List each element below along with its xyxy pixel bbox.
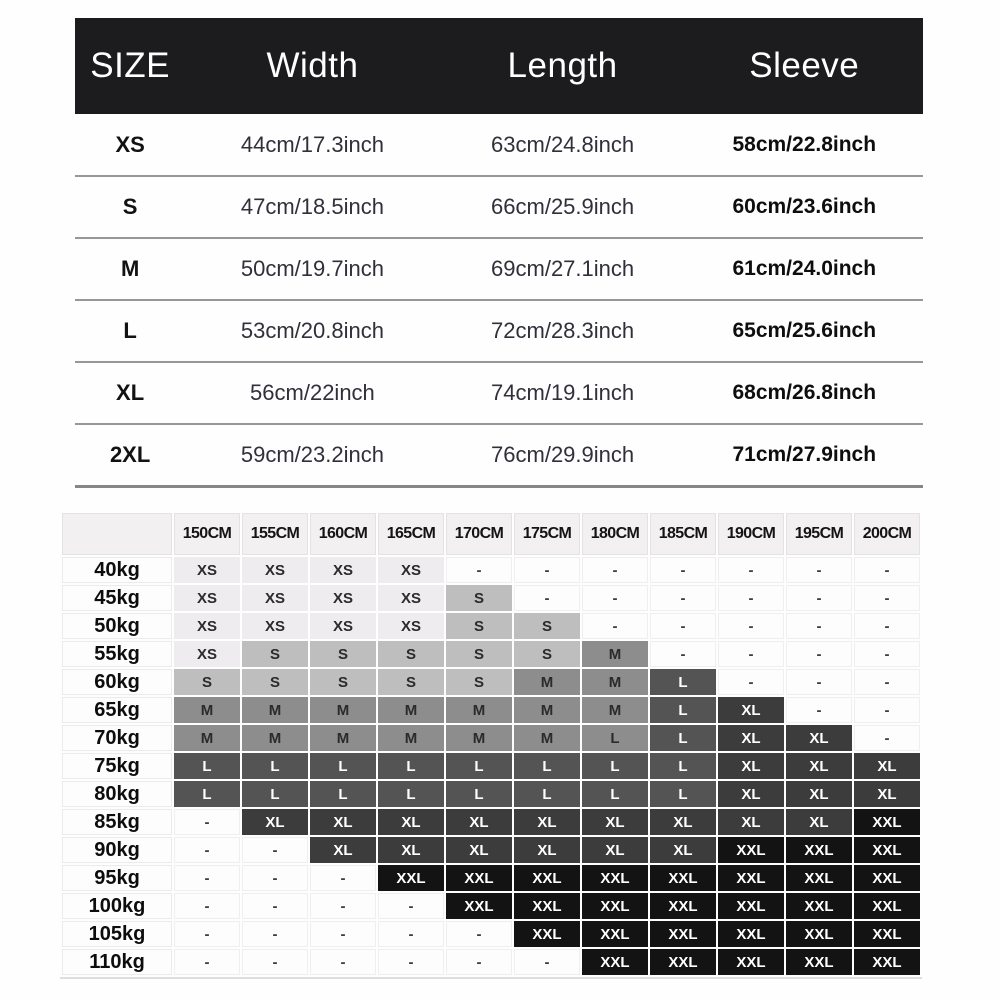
matrix-row	[62, 613, 920, 639]
matrix-cell-empty: -	[174, 865, 240, 891]
matrix-cell: XXL	[446, 865, 512, 891]
weight-label: 40kg	[62, 557, 172, 583]
matrix-cell: XS	[174, 641, 240, 667]
matrix-cell: XXL	[854, 921, 920, 947]
matrix-cell-empty: -	[582, 613, 648, 639]
matrix-cell: M	[446, 725, 512, 751]
matrix-cell: S	[310, 669, 376, 695]
weight-label: 55kg	[62, 641, 172, 667]
matrix-cell: XS	[378, 613, 444, 639]
size-table-width-value: 47cm/18.5inch	[185, 176, 439, 238]
matrix-cell: XS	[378, 557, 444, 583]
size-table-size-value: XL	[75, 362, 185, 424]
matrix-cell-empty: -	[718, 669, 784, 695]
matrix-cell: XL	[582, 837, 648, 863]
matrix-cell: XL	[718, 809, 784, 835]
matrix-cell: S	[514, 613, 580, 639]
weight-label: 60kg	[62, 669, 172, 695]
matrix-cell-empty: -	[650, 557, 716, 583]
matrix-cell: L	[650, 725, 716, 751]
size-table-size-value: XS	[75, 114, 185, 176]
matrix-cell: XL	[378, 837, 444, 863]
size-table-sleeve-value: 71cm/27.9inch	[686, 424, 923, 486]
matrix-row	[62, 809, 920, 835]
weight-label: 100kg	[62, 893, 172, 919]
matrix-cell: XXL	[514, 921, 580, 947]
matrix-cell-empty: -	[174, 921, 240, 947]
matrix-cell: L	[310, 781, 376, 807]
matrix-cell: XS	[242, 557, 308, 583]
matrix-cell: XXL	[786, 949, 852, 975]
matrix-row	[62, 837, 920, 863]
height-header: 165CM	[378, 513, 444, 555]
weight-label: 75kg	[62, 753, 172, 779]
size-table-header-size: SIZE	[75, 18, 185, 114]
matrix-cell: XXL	[854, 837, 920, 863]
matrix-cell: M	[378, 725, 444, 751]
matrix-cell: L	[514, 753, 580, 779]
matrix-cell: L	[446, 781, 512, 807]
matrix-cell: L	[174, 753, 240, 779]
matrix-cell: XXL	[718, 893, 784, 919]
height-header: 195CM	[786, 513, 852, 555]
matrix-cell-empty: -	[242, 893, 308, 919]
size-table-body	[75, 114, 923, 486]
size-table-length-value: 69cm/27.1inch	[440, 238, 686, 300]
matrix-row	[62, 725, 920, 751]
weight-label: 65kg	[62, 697, 172, 723]
matrix-cell: M	[582, 697, 648, 723]
matrix-cell-empty: -	[446, 557, 512, 583]
matrix-cell: XXL	[378, 865, 444, 891]
size-table-width-value: 53cm/20.8inch	[185, 300, 439, 362]
matrix-cell: XL	[446, 809, 512, 835]
matrix-cell: S	[310, 641, 376, 667]
matrix-cell-empty: -	[582, 557, 648, 583]
matrix-cell: XL	[786, 809, 852, 835]
matrix-cell: XXL	[718, 921, 784, 947]
weight-label: 70kg	[62, 725, 172, 751]
matrix-cell: XL	[514, 837, 580, 863]
matrix-cell: L	[650, 781, 716, 807]
height-header: 160CM	[310, 513, 376, 555]
matrix-cell: M	[582, 669, 648, 695]
weight-label: 95kg	[62, 865, 172, 891]
matrix-cell-empty: -	[514, 557, 580, 583]
matrix-cell: M	[514, 697, 580, 723]
matrix-cell-empty: -	[242, 921, 308, 947]
matrix-cell: M	[446, 697, 512, 723]
matrix-cell-empty: -	[718, 641, 784, 667]
matrix-cell-empty: -	[310, 893, 376, 919]
matrix-cell-empty: -	[854, 557, 920, 583]
matrix-cell-empty: -	[378, 949, 444, 975]
matrix-cell: M	[514, 725, 580, 751]
size-table-row	[75, 176, 923, 238]
matrix-cell: XL	[718, 753, 784, 779]
matrix-cell: XL	[650, 837, 716, 863]
matrix-cell-empty: -	[174, 837, 240, 863]
matrix-cell: XL	[582, 809, 648, 835]
matrix-cell-empty: -	[514, 949, 580, 975]
matrix-cell-empty: -	[242, 949, 308, 975]
matrix-cell: XXL	[718, 865, 784, 891]
matrix-corner-cell	[62, 513, 172, 555]
matrix-cell-empty: -	[854, 669, 920, 695]
matrix-cell: XXL	[854, 949, 920, 975]
matrix-cell: S	[446, 585, 512, 611]
matrix-cell: XXL	[786, 893, 852, 919]
matrix-cell-empty: -	[786, 557, 852, 583]
matrix-cell-empty: -	[854, 725, 920, 751]
matrix-cell: XXL	[854, 865, 920, 891]
matrix-cell: S	[378, 669, 444, 695]
matrix-cell: XL	[854, 753, 920, 779]
matrix-cell: XXL	[514, 893, 580, 919]
matrix-cell: XL	[786, 725, 852, 751]
matrix-cell: M	[310, 725, 376, 751]
matrix-cell: L	[446, 753, 512, 779]
matrix-cell-empty: -	[786, 585, 852, 611]
matrix-cell: XL	[786, 781, 852, 807]
size-table-sleeve-value: 58cm/22.8inch	[686, 114, 923, 176]
matrix-cell-empty: -	[786, 697, 852, 723]
matrix-cell: XS	[310, 613, 376, 639]
size-table-size-value: 2XL	[75, 424, 185, 486]
weight-label: 80kg	[62, 781, 172, 807]
matrix-cell-empty: -	[650, 613, 716, 639]
matrix-cell-empty: -	[242, 837, 308, 863]
matrix-cell: S	[514, 641, 580, 667]
matrix-cell: L	[174, 781, 240, 807]
matrix-cell-empty: -	[650, 585, 716, 611]
matrix-cell-empty: -	[854, 585, 920, 611]
size-table-sleeve-value: 60cm/23.6inch	[686, 176, 923, 238]
size-table-sleeve-value: 68cm/26.8inch	[686, 362, 923, 424]
height-header: 190CM	[718, 513, 784, 555]
matrix-cell: XXL	[650, 893, 716, 919]
matrix-cell-empty: -	[174, 809, 240, 835]
matrix-cell: XXL	[514, 865, 580, 891]
size-table-header-sleeve: Sleeve	[686, 18, 923, 114]
matrix-cell: XXL	[718, 837, 784, 863]
matrix-cell: XXL	[650, 921, 716, 947]
matrix-cell-empty: -	[854, 641, 920, 667]
matrix-cell: L	[378, 753, 444, 779]
matrix-cell-empty: -	[786, 613, 852, 639]
matrix-cell: L	[582, 725, 648, 751]
matrix-cell: XL	[378, 809, 444, 835]
matrix-cell-empty: -	[446, 949, 512, 975]
matrix-row	[62, 697, 920, 723]
matrix-cell: S	[446, 669, 512, 695]
matrix-cell: XL	[650, 809, 716, 835]
matrix-cell-empty: -	[310, 865, 376, 891]
size-table-header-row	[75, 18, 923, 114]
size-table-row	[75, 300, 923, 362]
matrix-cell: M	[582, 641, 648, 667]
matrix-cell: L	[650, 697, 716, 723]
matrix-cell: S	[242, 641, 308, 667]
matrix-cell: M	[242, 697, 308, 723]
size-table-size-value: L	[75, 300, 185, 362]
matrix-cell: L	[582, 753, 648, 779]
matrix-cell: XXL	[650, 949, 716, 975]
height-header: 170CM	[446, 513, 512, 555]
matrix-cell: S	[446, 641, 512, 667]
matrix-cell: S	[174, 669, 240, 695]
matrix-cell: XS	[242, 585, 308, 611]
matrix-cell: XL	[854, 781, 920, 807]
matrix-cell: XL	[718, 725, 784, 751]
matrix-cell-empty: -	[786, 669, 852, 695]
matrix-cell: XS	[378, 585, 444, 611]
matrix-row	[62, 921, 920, 947]
size-table-length-value: 72cm/28.3inch	[440, 300, 686, 362]
size-table-sleeve-value: 61cm/24.0inch	[686, 238, 923, 300]
matrix-cell: XXL	[446, 893, 512, 919]
matrix-cell-empty: -	[310, 949, 376, 975]
matrix-cell: XXL	[582, 921, 648, 947]
matrix-cell: M	[174, 697, 240, 723]
size-table-size-value: M	[75, 238, 185, 300]
matrix-cell: M	[242, 725, 308, 751]
height-header: 185CM	[650, 513, 716, 555]
size-table-size-value: S	[75, 176, 185, 238]
size-table-length-value: 76cm/29.9inch	[440, 424, 686, 486]
weight-label: 50kg	[62, 613, 172, 639]
matrix-cell: L	[378, 781, 444, 807]
matrix-cell-empty: -	[650, 641, 716, 667]
matrix-cell: XXL	[650, 865, 716, 891]
matrix-cell-empty: -	[582, 585, 648, 611]
matrix-cell: M	[310, 697, 376, 723]
matrix-cell: M	[174, 725, 240, 751]
weight-label: 85kg	[62, 809, 172, 835]
matrix-cell: XL	[514, 809, 580, 835]
size-table-width-value: 50cm/19.7inch	[185, 238, 439, 300]
matrix-cell-empty: -	[514, 585, 580, 611]
matrix-row	[62, 781, 920, 807]
size-table-width-value: 44cm/17.3inch	[185, 114, 439, 176]
matrix-cell-empty: -	[174, 893, 240, 919]
matrix-row	[62, 865, 920, 891]
matrix-cell: XL	[718, 697, 784, 723]
matrix-cell: XL	[310, 837, 376, 863]
matrix-cell: S	[446, 613, 512, 639]
size-table-header-width: Width	[185, 18, 439, 114]
matrix-cell: L	[242, 753, 308, 779]
weight-label: 90kg	[62, 837, 172, 863]
matrix-row	[62, 557, 920, 583]
size-table-row	[75, 238, 923, 300]
size-table-header-length: Length	[440, 18, 686, 114]
matrix-cell: L	[514, 781, 580, 807]
matrix-cell-empty: -	[174, 949, 240, 975]
matrix-row	[62, 949, 920, 975]
weight-label: 45kg	[62, 585, 172, 611]
matrix-cell-empty: -	[718, 613, 784, 639]
matrix-cell: L	[582, 781, 648, 807]
matrix-cell-empty: -	[854, 613, 920, 639]
height-header: 150CM	[174, 513, 240, 555]
matrix-row	[62, 893, 920, 919]
matrix-cell: L	[310, 753, 376, 779]
matrix-cell: XXL	[854, 809, 920, 835]
size-table-row	[75, 424, 923, 486]
matrix-cell: XS	[310, 585, 376, 611]
size-table-length-value: 74cm/19.1inch	[440, 362, 686, 424]
matrix-cell: XL	[786, 753, 852, 779]
weight-label: 110kg	[62, 949, 172, 975]
matrix-cell: XXL	[582, 949, 648, 975]
size-measurements-table	[75, 18, 923, 488]
size-table-width-value: 56cm/22inch	[185, 362, 439, 424]
matrix-cell: XS	[310, 557, 376, 583]
size-table-width-value: 59cm/23.2inch	[185, 424, 439, 486]
matrix-cell: L	[650, 753, 716, 779]
matrix-cell: L	[650, 669, 716, 695]
matrix-cell-empty: -	[854, 697, 920, 723]
matrix-cell: XXL	[786, 921, 852, 947]
height-header: 155CM	[242, 513, 308, 555]
matrix-cell: XS	[174, 585, 240, 611]
matrix-cell-empty: -	[378, 893, 444, 919]
matrix-cell: XL	[446, 837, 512, 863]
matrix-cell: S	[378, 641, 444, 667]
matrix-cell: S	[242, 669, 308, 695]
height-header: 180CM	[582, 513, 648, 555]
matrix-cell-empty: -	[446, 921, 512, 947]
matrix-cell: XXL	[718, 949, 784, 975]
matrix-cell-empty: -	[786, 641, 852, 667]
size-table-row	[75, 362, 923, 424]
matrix-cell-empty: -	[310, 921, 376, 947]
matrix-cell: XXL	[786, 865, 852, 891]
height-weight-size-matrix	[60, 511, 922, 979]
matrix-cell: XS	[242, 613, 308, 639]
matrix-row	[62, 641, 920, 667]
matrix-row	[62, 753, 920, 779]
matrix-cell: XXL	[786, 837, 852, 863]
matrix-body	[62, 557, 920, 975]
matrix-cell: XL	[310, 809, 376, 835]
matrix-cell-empty: -	[242, 865, 308, 891]
height-header: 175CM	[514, 513, 580, 555]
matrix-cell: L	[242, 781, 308, 807]
matrix-cell-empty: -	[718, 585, 784, 611]
matrix-cell-empty: -	[718, 557, 784, 583]
matrix-cell: M	[514, 669, 580, 695]
matrix-header-row	[62, 513, 920, 555]
matrix-cell-empty: -	[378, 921, 444, 947]
size-table-row	[75, 114, 923, 176]
matrix-cell: XL	[718, 781, 784, 807]
height-header: 200CM	[854, 513, 920, 555]
matrix-cell: XL	[242, 809, 308, 835]
matrix-row	[62, 669, 920, 695]
size-table-sleeve-value: 65cm/25.6inch	[686, 300, 923, 362]
matrix-cell: XXL	[582, 893, 648, 919]
matrix-cell: XXL	[582, 865, 648, 891]
matrix-cell: XS	[174, 557, 240, 583]
matrix-cell: XS	[174, 613, 240, 639]
matrix-cell: XXL	[854, 893, 920, 919]
size-table-length-value: 63cm/24.8inch	[440, 114, 686, 176]
size-table-length-value: 66cm/25.9inch	[440, 176, 686, 238]
matrix-cell: M	[378, 697, 444, 723]
matrix-row	[62, 585, 920, 611]
weight-label: 105kg	[62, 921, 172, 947]
